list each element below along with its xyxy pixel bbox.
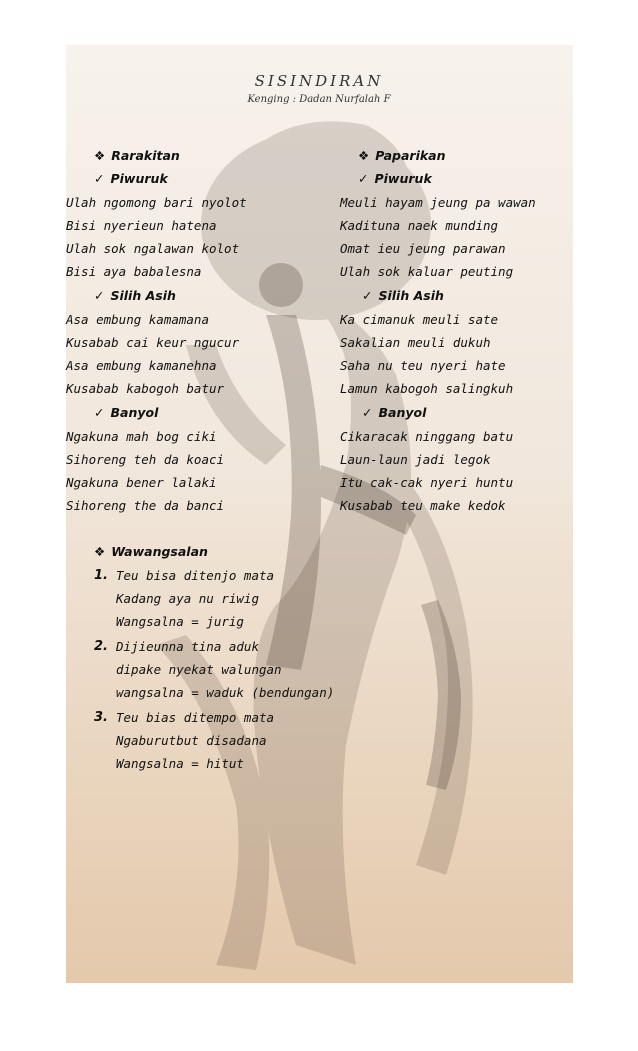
checkmark-icon: ✓ bbox=[94, 171, 105, 186]
riddle-answer: wangsalna = waduk (bendungan) bbox=[116, 685, 335, 700]
checkmark-icon: ✓ bbox=[358, 171, 369, 186]
poem-line: Saha nu teu nyeri hate bbox=[340, 358, 506, 373]
riddle-line: dipake nyekat walungan bbox=[116, 662, 282, 677]
riddle-line: Kadang aya nu riwig bbox=[116, 591, 259, 606]
diamond-bullet-icon: ❖ bbox=[358, 148, 370, 163]
poem-line: Ka cimanuk meuli sate bbox=[340, 312, 499, 327]
checkmark-icon: ✓ bbox=[94, 288, 105, 303]
subheading-silih-asih: ✓ Silih Asih bbox=[362, 288, 444, 303]
item-number: 1. bbox=[94, 568, 108, 583]
poem-line: Asa embung kamamana bbox=[66, 312, 209, 327]
poem-line: Ulah ngomong bari nyolot bbox=[66, 195, 247, 210]
riddle-line: Teu bias ditempo mata bbox=[116, 710, 275, 725]
poem-line: Laun-laun jadi legok bbox=[340, 452, 491, 467]
diamond-bullet-icon: ❖ bbox=[94, 544, 106, 559]
poem-line: Sakalian meuli dukuh bbox=[340, 335, 491, 350]
section-heading-paparikan: ❖ Paparikan bbox=[358, 148, 446, 163]
riddle-line: Ngaburutbut disadana bbox=[116, 733, 267, 748]
section-heading-wawangsalan: ❖ Wawangsalan bbox=[94, 544, 208, 559]
poem-line: Meuli hayam jeung pa wawan bbox=[340, 195, 536, 210]
poem-line: Ulah sok kaluar peuting bbox=[340, 264, 514, 279]
poem-line: Bisi aya babalesna bbox=[66, 264, 202, 279]
poem-line: Ngakuna bener lalaki bbox=[66, 475, 217, 490]
poem-line: Sihoreng teh da koaci bbox=[66, 452, 225, 467]
subheading-silih-asih: ✓ Silih Asih bbox=[94, 288, 176, 303]
poem-line: Kadituna naek munding bbox=[340, 218, 499, 233]
item-number: 2. bbox=[94, 639, 108, 654]
page-title: SISINDIRAN bbox=[254, 72, 384, 90]
poem-line: Kusabab cai keur ngucur bbox=[66, 335, 240, 350]
riddle-answer: Wangsalna = jurig bbox=[116, 614, 244, 629]
poem-line: Bisi nyerieun hatena bbox=[66, 218, 217, 233]
section-heading-rarakitan: ❖ Rarakitan bbox=[94, 148, 180, 163]
riddle-answer: Wangsalna = hitut bbox=[116, 756, 244, 771]
poem-line: Kusabab kabogoh batur bbox=[66, 381, 225, 396]
checkmark-icon: ✓ bbox=[362, 288, 373, 303]
poem-line: Lamun kabogoh salingkuh bbox=[340, 381, 514, 396]
item-number: 3. bbox=[94, 710, 108, 725]
poem-line: Asa embung kamanehna bbox=[66, 358, 217, 373]
poem-line: Ngakuna mah bog ciki bbox=[66, 429, 217, 444]
subheading-piwuruk: ✓ Piwuruk bbox=[358, 171, 432, 186]
subheading-banyol: ✓ Banyol bbox=[362, 405, 427, 420]
poem-line: Ulah sok ngalawan kolot bbox=[66, 241, 240, 256]
poem-line: Sihoreng the da banci bbox=[66, 498, 225, 513]
riddle-line: Dijieunna tina aduk bbox=[116, 639, 259, 654]
subheading-banyol: ✓ Banyol bbox=[94, 405, 159, 420]
diamond-bullet-icon: ❖ bbox=[94, 148, 106, 163]
poem-line: Cikaracak ninggang batu bbox=[340, 429, 514, 444]
poem-line: Kusabab teu make kedok bbox=[340, 498, 506, 513]
title-block bbox=[0, 72, 638, 105]
checkmark-icon: ✓ bbox=[94, 405, 105, 420]
checkmark-icon: ✓ bbox=[362, 405, 373, 420]
poem-line: Omat ieu jeung parawan bbox=[340, 241, 506, 256]
riddle-line: Teu bisa ditenjo mata bbox=[116, 568, 275, 583]
page-subtitle: Kenging : Dadan Nurfalah F bbox=[247, 94, 391, 105]
subheading-piwuruk: ✓ Piwuruk bbox=[94, 171, 168, 186]
poem-line: Itu cak-cak nyeri huntu bbox=[340, 475, 514, 490]
